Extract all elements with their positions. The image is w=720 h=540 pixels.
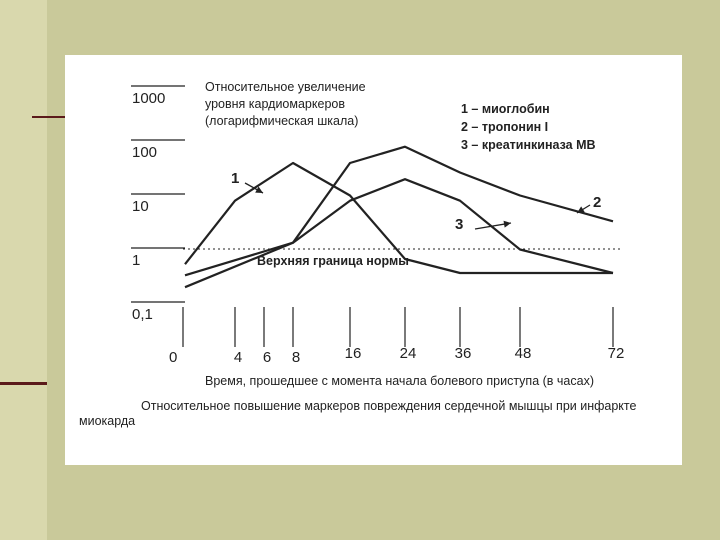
left-decorative-band	[0, 0, 47, 540]
x-tick-label: 36	[454, 345, 472, 362]
x-tick-label: 8	[291, 349, 301, 366]
x-tick-label: 24	[399, 345, 417, 362]
series-number-label: 2	[593, 194, 602, 211]
legend-entry: 2 – тропонин I	[461, 120, 549, 134]
x-tick-label: 6	[262, 349, 272, 366]
x-axis	[169, 307, 624, 388]
y-axis-title-line: Относительное увеличение	[205, 80, 366, 94]
y-axis-title	[205, 80, 366, 128]
chart-figure	[65, 55, 682, 465]
caption-line: Относительное повышение маркеров повреждения сердечной мышцы при инфаркте	[141, 399, 637, 413]
series-number-label: 1	[231, 170, 240, 187]
reference-line-label: Верхняя граница нормы	[257, 254, 409, 268]
y-tick-label: 0,1	[132, 306, 153, 323]
series-arrowhead	[504, 221, 511, 228]
caption	[79, 399, 637, 428]
y-axis	[131, 86, 185, 323]
legend-entry: 1 – миоглобин	[461, 102, 550, 116]
x-tick-label: 16	[344, 345, 362, 362]
legend	[461, 102, 596, 152]
series-number-label: 3	[455, 216, 464, 233]
caption-line: миокарда	[79, 414, 136, 428]
x-tick-label: 4	[233, 349, 243, 366]
y-tick-label: 10	[132, 198, 149, 215]
bottom-rule	[0, 382, 47, 385]
legend-entry: 3 – креатинкиназа МВ	[461, 138, 596, 152]
y-axis-title-line: (логарифмическая шкала)	[205, 114, 359, 128]
y-tick-label: 100	[132, 144, 158, 161]
y-tick-label: 1	[132, 252, 141, 269]
chart-svg	[65, 55, 682, 465]
y-tick-label: 1000	[132, 90, 166, 107]
y-axis-title-line: уровня кардиомаркеров	[205, 97, 345, 111]
x-tick-label: 48	[514, 345, 532, 362]
x-axis-title: Время, прошедшее с момента начала болевого приступа (в часах)	[205, 374, 594, 388]
x-tick-label: 72	[607, 345, 625, 362]
x-tick-label: 0	[169, 349, 178, 366]
